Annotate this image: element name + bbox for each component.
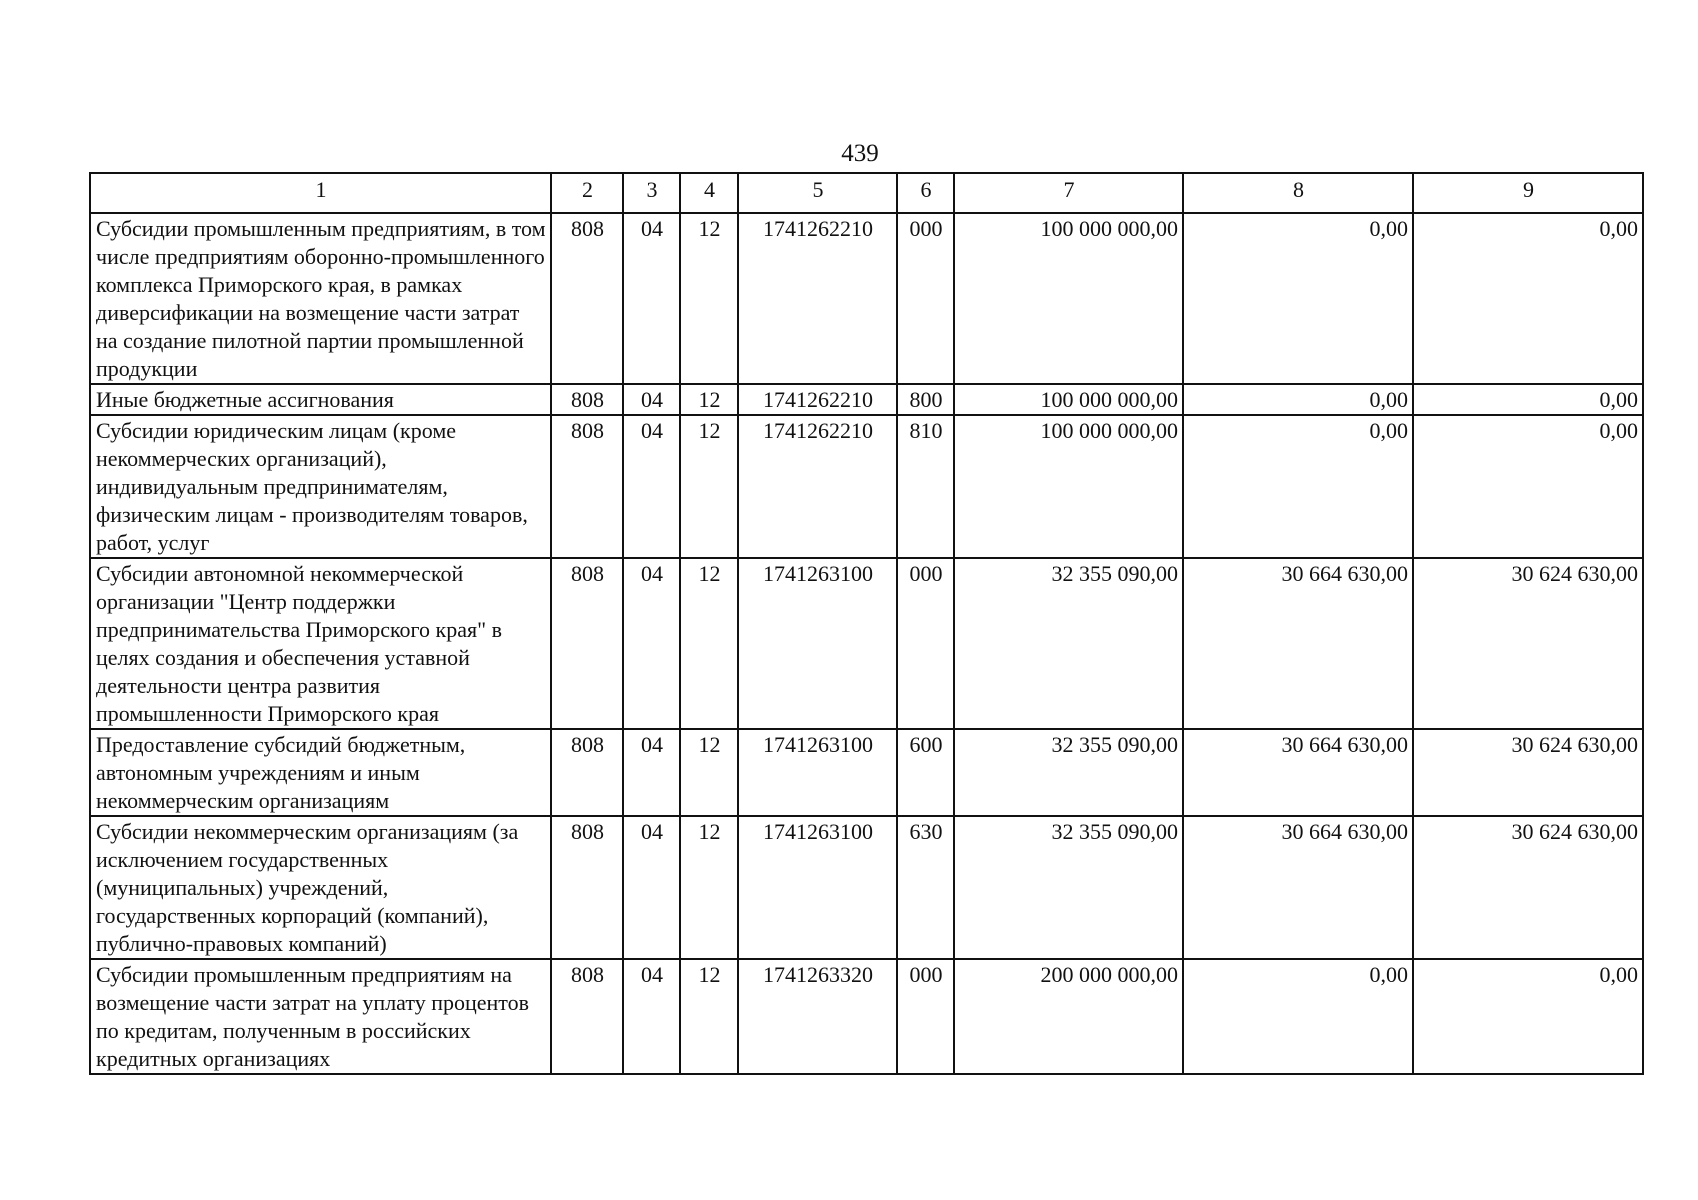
amount-col8: 0,00 [1183, 415, 1413, 558]
amount-col7: 100 000 000,00 [954, 384, 1183, 415]
ministry-code: 808 [551, 415, 623, 558]
row-name: Иные бюджетные ассигнования [90, 384, 551, 415]
target-article-code: 1741263100 [738, 729, 897, 816]
budget-table [89, 172, 1644, 1075]
ministry-code: 808 [551, 384, 623, 415]
column-header: 1 [90, 173, 551, 213]
expense-type-code: 800 [897, 384, 954, 415]
section-code: 04 [623, 415, 680, 558]
amount-col9: 30 624 630,00 [1413, 816, 1643, 959]
section-code: 04 [623, 816, 680, 959]
table-row [90, 415, 1643, 558]
subsection-code: 12 [680, 384, 738, 415]
column-header: 3 [623, 173, 680, 213]
expense-type-code: 810 [897, 415, 954, 558]
page-number: 439 [841, 140, 879, 167]
ministry-code: 808 [551, 729, 623, 816]
amount-col8: 30 664 630,00 [1183, 729, 1413, 816]
header-row [90, 173, 1643, 213]
ministry-code: 808 [551, 213, 623, 384]
amount-col9: 0,00 [1413, 959, 1643, 1074]
amount-col7: 32 355 090,00 [954, 816, 1183, 959]
amount-col9: 30 624 630,00 [1413, 558, 1643, 729]
column-header: 4 [680, 173, 738, 213]
subsection-code: 12 [680, 415, 738, 558]
subsection-code: 12 [680, 959, 738, 1074]
target-article-code: 1741262210 [738, 213, 897, 384]
section-code: 04 [623, 384, 680, 415]
target-article-code: 1741263100 [738, 558, 897, 729]
amount-col9: 30 624 630,00 [1413, 729, 1643, 816]
subsection-code: 12 [680, 558, 738, 729]
column-header: 5 [738, 173, 897, 213]
amount-col8: 30 664 630,00 [1183, 558, 1413, 729]
table-row [90, 558, 1643, 729]
expense-type-code: 000 [897, 959, 954, 1074]
row-name: Предоставление субсидий бюджетным, автономным учреждениям и иным некоммерческим организациям [90, 729, 551, 816]
table-row [90, 729, 1643, 816]
column-header: 7 [954, 173, 1183, 213]
amount-col7: 200 000 000,00 [954, 959, 1183, 1074]
amount-col8: 0,00 [1183, 959, 1413, 1074]
row-name: Субсидии промышленным предприятиям, в том числе предприятиям оборонно-промышленного комплекса Приморского края, в рамках диверсификации на возмещение части затрат на создание пилотной партии промышленной продукции [90, 213, 551, 384]
amount-col8: 30 664 630,00 [1183, 816, 1413, 959]
amount-col9: 0,00 [1413, 213, 1643, 384]
section-code: 04 [623, 213, 680, 384]
expense-type-code: 000 [897, 213, 954, 384]
expense-type-code: 000 [897, 558, 954, 729]
row-name: Субсидии промышленным предприятиям на возмещение части затрат на уплату процентов по кредитам, полученным в российских кредитных организациях [90, 959, 551, 1074]
table-header [90, 173, 1643, 213]
table-row [90, 384, 1643, 415]
column-header: 8 [1183, 173, 1413, 213]
column-header: 2 [551, 173, 623, 213]
amount-col7: 100 000 000,00 [954, 213, 1183, 384]
table-row [90, 959, 1643, 1074]
table-body [90, 213, 1643, 1074]
ministry-code: 808 [551, 558, 623, 729]
subsection-code: 12 [680, 213, 738, 384]
section-code: 04 [623, 959, 680, 1074]
subsection-code: 12 [680, 816, 738, 959]
amount-col8: 0,00 [1183, 213, 1413, 384]
target-article-code: 1741263320 [738, 959, 897, 1074]
table-row [90, 816, 1643, 959]
amount-col7: 32 355 090,00 [954, 558, 1183, 729]
amount-col9: 0,00 [1413, 415, 1643, 558]
target-article-code: 1741262210 [738, 384, 897, 415]
row-name: Субсидии автономной некоммерческой организации "Центр поддержки предпринимательства Приморского края" в целях создания и обеспечения уставной деятельности центра развития промышленности Приморского края [90, 558, 551, 729]
amount-col9: 0,00 [1413, 384, 1643, 415]
subsection-code: 12 [680, 729, 738, 816]
target-article-code: 1741262210 [738, 415, 897, 558]
section-code: 04 [623, 729, 680, 816]
ministry-code: 808 [551, 959, 623, 1074]
amount-col7: 100 000 000,00 [954, 415, 1183, 558]
column-header: 6 [897, 173, 954, 213]
row-name: Субсидии некоммерческим организациям (за исключением государственных (муниципальных) учреждений, государственных корпораций (компаний), публично-правовых компаний) [90, 816, 551, 959]
expense-type-code: 600 [897, 729, 954, 816]
target-article-code: 1741263100 [738, 816, 897, 959]
section-code: 04 [623, 558, 680, 729]
expense-type-code: 630 [897, 816, 954, 959]
ministry-code: 808 [551, 816, 623, 959]
row-name: Субсидии юридическим лицам (кроме некоммерческих организаций), индивидуальным предпринимателям, физическим лицам - производителям товаров, работ, услуг [90, 415, 551, 558]
amount-col8: 0,00 [1183, 384, 1413, 415]
table-row [90, 213, 1643, 384]
column-header: 9 [1413, 173, 1643, 213]
amount-col7: 32 355 090,00 [954, 729, 1183, 816]
